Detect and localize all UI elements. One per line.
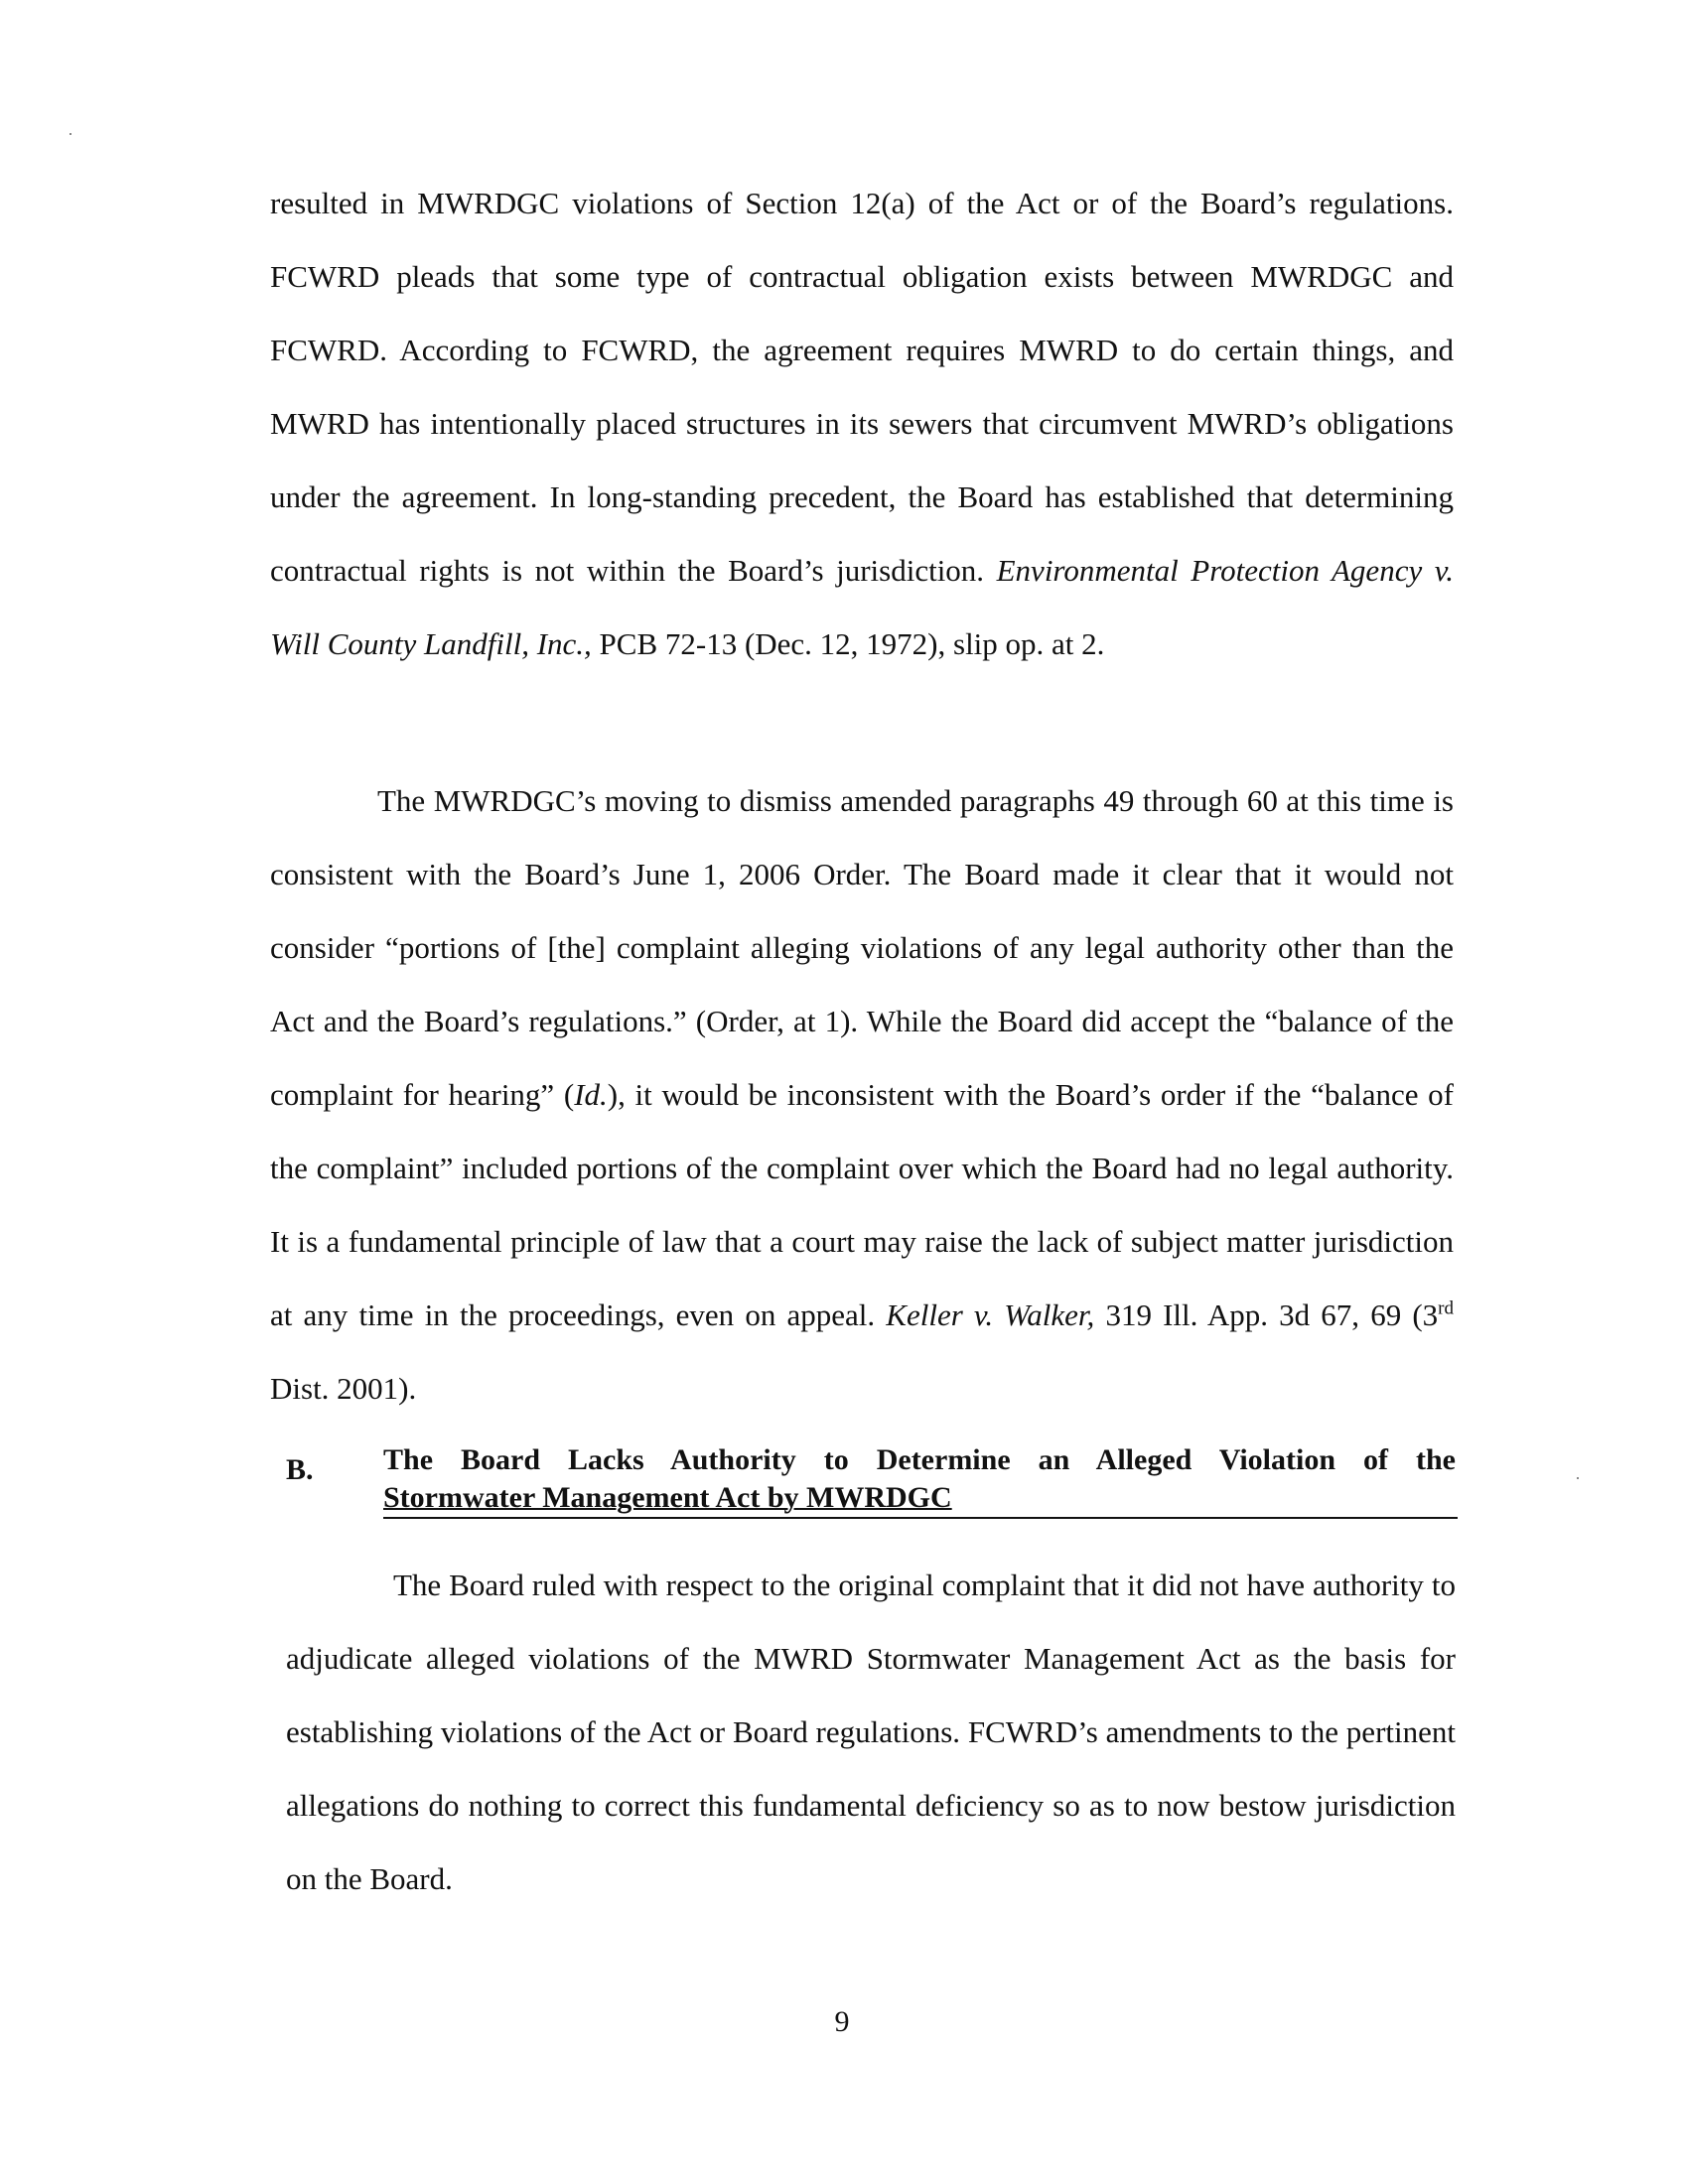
case-citation: Environmental Protection Agency v. Will County Landfill, Inc., bbox=[270, 553, 1454, 661]
page-number: 9 bbox=[834, 2005, 850, 2038]
paragraph-text: resulted in MWRDGC violations of Section 12(a) of the Act or of the Board’s regulations. FCWRD pleads that some type of contractual obligation exists between MWRDGC and FCWRD. According to FCWRD, the agreement requires MWRD to do certain things, and MWRD has intentionally placed structures in its sewers that circumvent MWRD’s obligations under the agreement. In long-standing precedent, the Board has established that determining contractual rights is not within the Board’s jurisdiction. bbox=[270, 186, 1454, 588]
id-citation: Id. bbox=[574, 1077, 608, 1112]
section-heading-line-underlined: Stormwater Management Act by MWRDGC bbox=[383, 1479, 1458, 1519]
paragraph-motion-to-dismiss bbox=[270, 764, 1454, 1426]
paragraph-contractual-obligation bbox=[270, 167, 1454, 681]
paragraph-text: ), it would be inconsistent with the Board’s order if the “balance of the complaint” included portions of the complaint over which the Board had no legal authority. It is a fundamental principle of law that a court may raise the lack of subject matter jurisdiction at any time in the proceedings, even on appeal. bbox=[270, 1077, 1454, 1332]
scan-speck bbox=[70, 133, 71, 135]
scan-speck bbox=[1577, 1477, 1579, 1479]
section-letter: B. bbox=[286, 1453, 314, 1486]
case-citation: Keller v. Walker, bbox=[886, 1297, 1095, 1332]
paragraph-text: The Board ruled with respect to the original complaint that it did not have authority to adjudicate alleged violations of the MWRD Stormwater Management Act as the basis for establishing violations of the Act or Board regulations. FCWRD’s amendments to the pertinent allegations do nothing to correct this fundamental deficiency so as to now bestow jurisdiction on the Board. bbox=[286, 1568, 1456, 1896]
section-heading-text bbox=[383, 1441, 1456, 1519]
ordinal-superscript: rd bbox=[1438, 1297, 1454, 1319]
paragraph-text: The MWRDGC’s moving to dismiss amended paragraphs 49 through 60 at this time is consistent with the Board’s June 1, 2006 Order. The Board made it clear that it would not consider “portions of [the] complaint alleging violations of any legal authority other than the Act and the Board’s regulations.” (Order, at 1). While the Board did accept the “balance of the complaint for hearing” ( bbox=[270, 783, 1454, 1112]
paragraph-text: PCB 72-13 (Dec. 12, 1972), slip op. at 2. bbox=[591, 626, 1105, 661]
paragraph-text: 319 Ill. App. 3d 67, 69 (3 bbox=[1094, 1297, 1439, 1332]
section-heading-line: The Board Lacks Authority to Determine an Alleged Violation of the bbox=[383, 1443, 1456, 1476]
paragraph-text: Dist. 2001). bbox=[270, 1371, 417, 1406]
paragraph-stormwater-act bbox=[286, 1549, 1456, 1916]
